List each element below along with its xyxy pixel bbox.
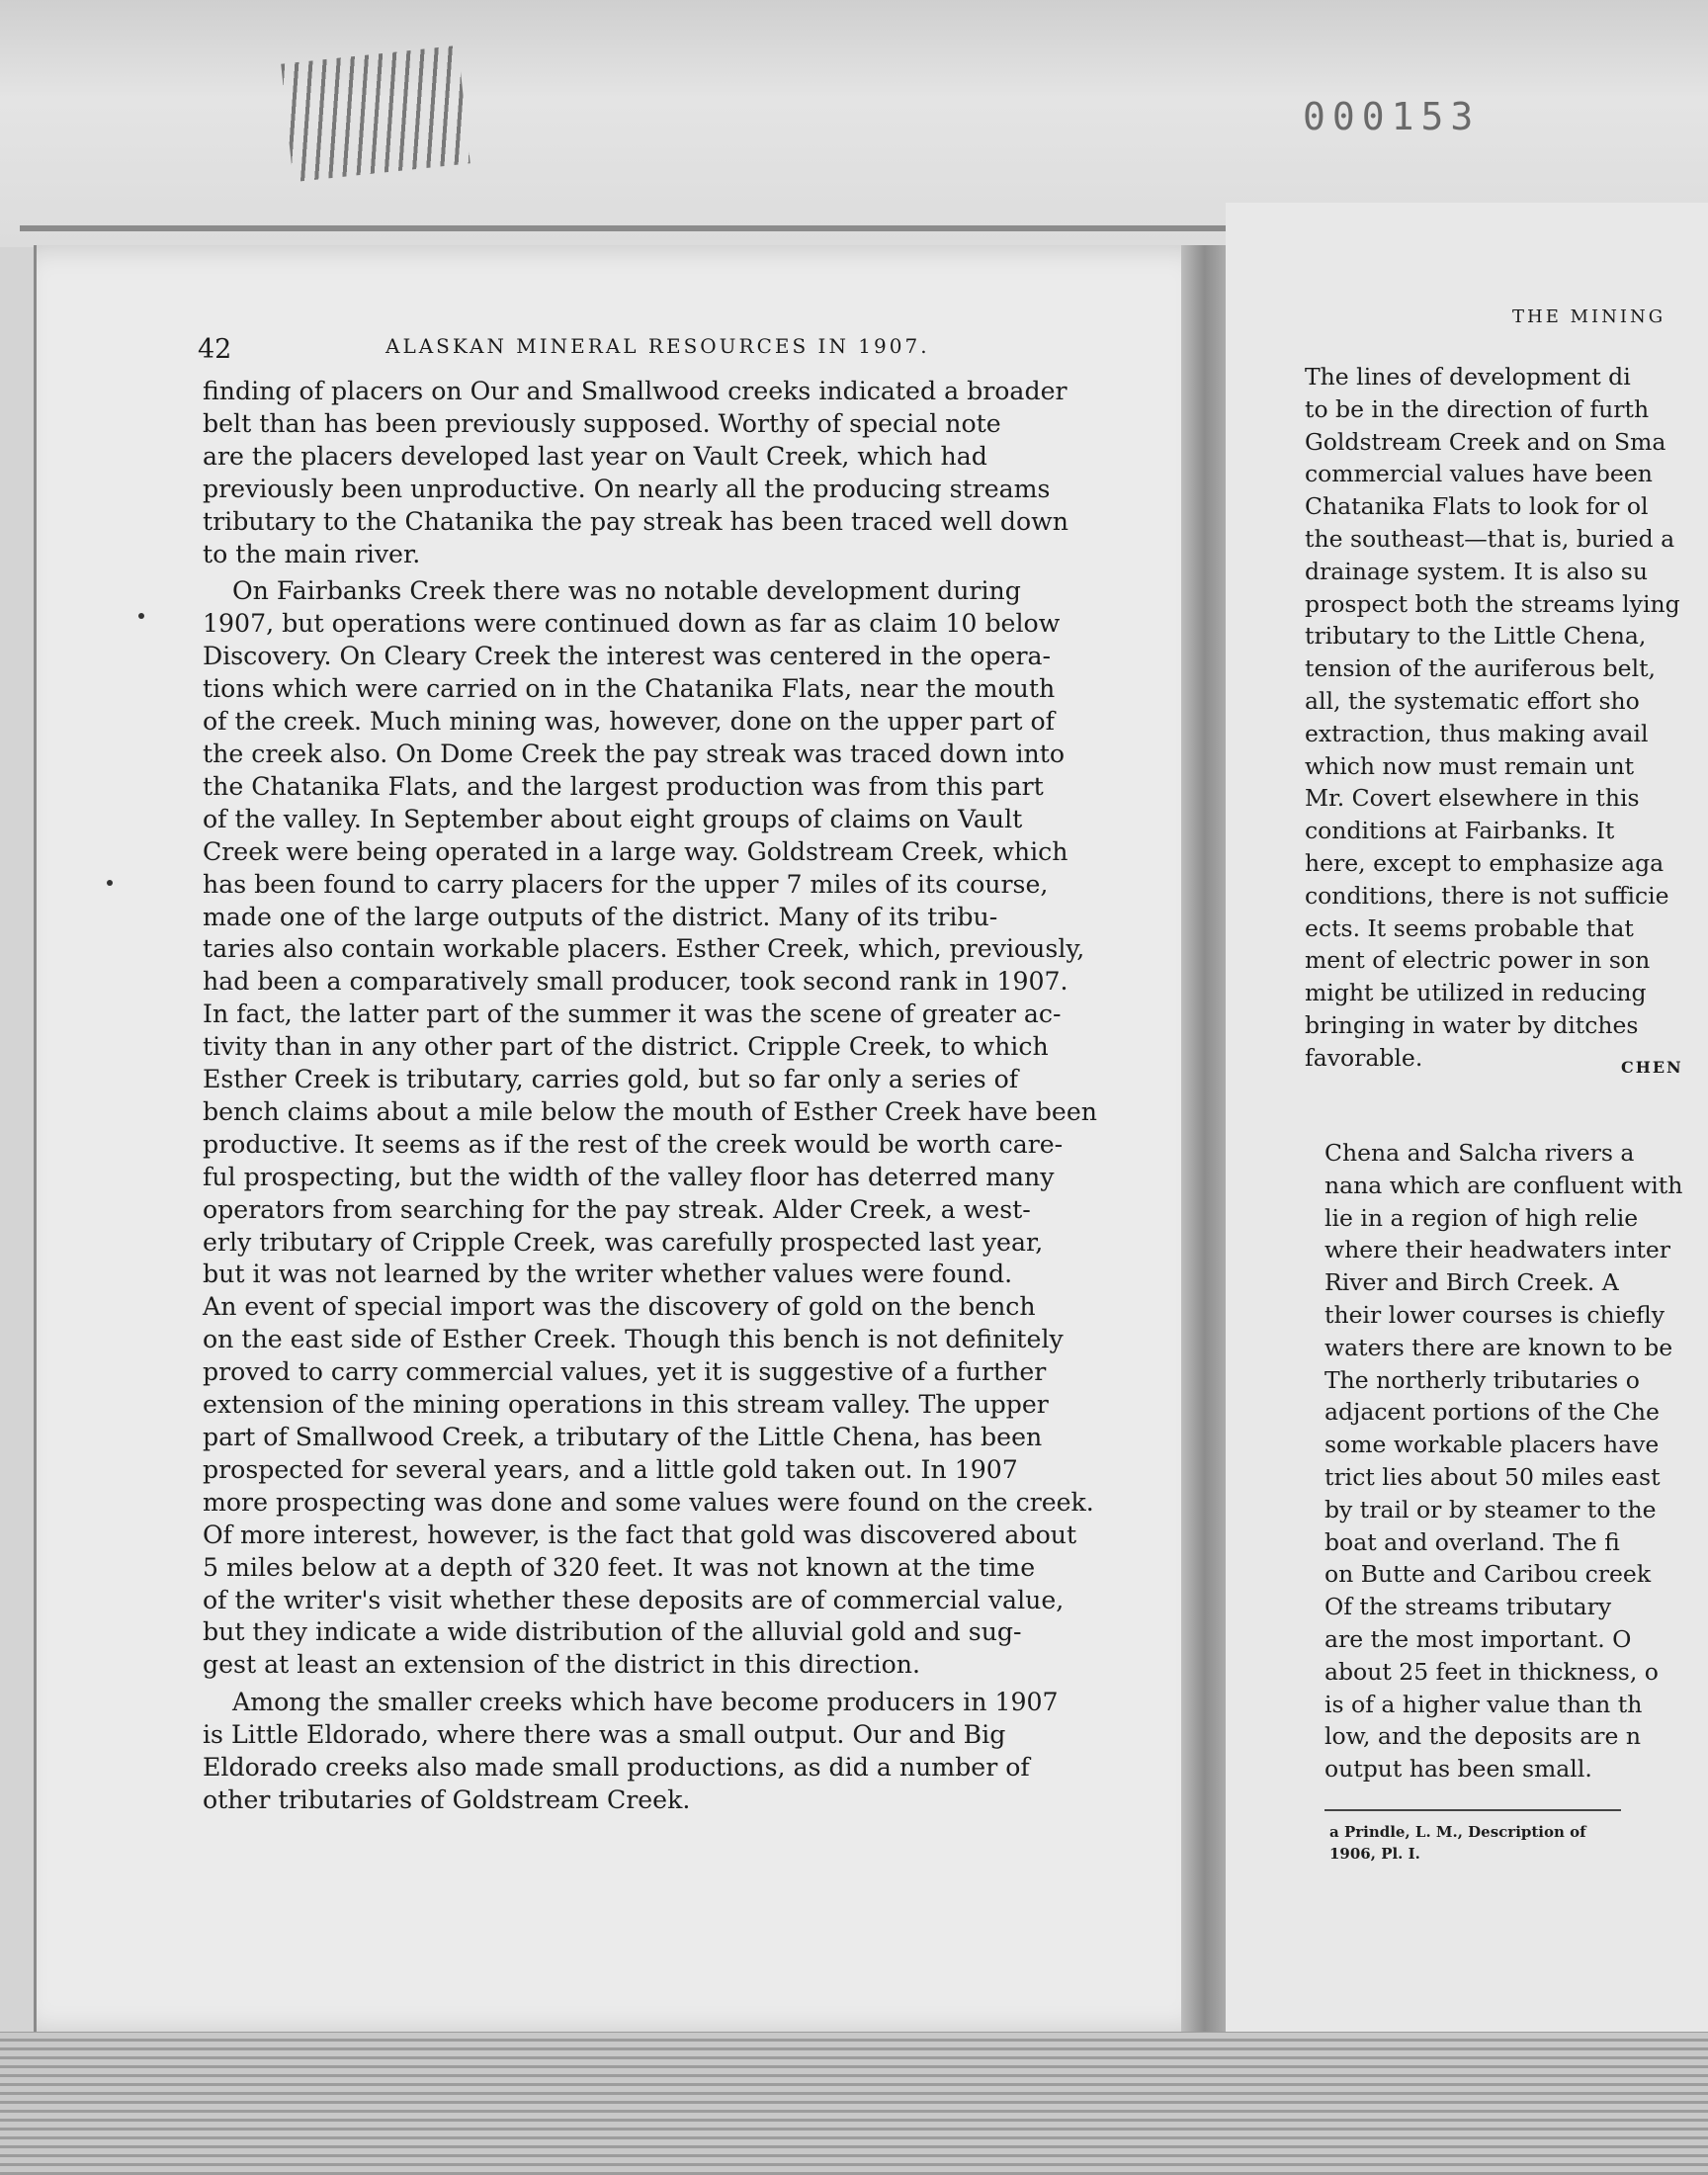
text-line: the creek also. On Dome Creek the pay streak was traced down into <box>203 739 1066 768</box>
text-line: more prospecting was done and some values were found on the creek. <box>203 1487 1094 1517</box>
text-line: by trail or by steamer to the <box>1324 1495 1657 1523</box>
text-line: conditions at Fairbanks. It <box>1305 817 1615 845</box>
text-line: but it was not learned by the writer whether values were found. <box>203 1260 1013 1289</box>
text-line: Of more interest, however, is the fact that gold was discovered about <box>203 1520 1077 1549</box>
text-line: but they indicate a wide distribution of the alluvial gold and sug- <box>203 1617 1022 1647</box>
text-line: extraction, thus making avail <box>1305 719 1649 747</box>
text-line: Chena and Salcha rivers a <box>1324 1139 1635 1167</box>
text-line: productive. It seems as if the rest of the creek would be worth care- <box>203 1129 1064 1159</box>
text-line: is of a higher value than th <box>1324 1690 1643 1718</box>
right-page-body-top <box>1305 361 1708 1075</box>
text-line: 5 miles below at a depth of 320 feet. It was not known at the time <box>203 1552 1036 1582</box>
text-line: conditions, there is not sufficie <box>1305 881 1669 910</box>
text-line: of the writer's visit whether these deposits are of commercial value, <box>203 1585 1065 1614</box>
text-line: boat and overland. The fi <box>1324 1527 1620 1556</box>
text-line: which now must remain unt <box>1305 751 1635 780</box>
text-line: of the valley. In September about eight groups of claims on Vault <box>203 804 1023 833</box>
library-stamp <box>281 45 470 182</box>
text-line: Discovery. On Cleary Creek the interest was centered in the opera- <box>203 642 1052 671</box>
text-line: bringing in water by ditches <box>1305 1010 1639 1039</box>
page-number: 42 <box>198 334 232 365</box>
text-line: River and Birch Creek. A <box>1324 1268 1619 1297</box>
text-line: part of Smallwood Creek, a tributary of the Little Chena, has been <box>203 1423 1043 1451</box>
text-line: Creek were being operated in a large way. Goldstream Creek, which <box>203 836 1068 866</box>
text-line: a Prindle, L. M., Description of <box>1329 1823 1586 1841</box>
text-line: In fact, the latter part of the summer it was the scene of greater ac- <box>203 1000 1062 1029</box>
text-line: are the most important. O <box>1324 1624 1632 1653</box>
right-running-head: THE MINING <box>1512 306 1666 327</box>
text-line: all, the systematic effort sho <box>1305 686 1640 715</box>
text-line: Goldstream Creek and on Sma <box>1305 427 1666 456</box>
text-line: An event of special import was the discovery of gold on the bench <box>203 1292 1036 1322</box>
text-line: The northerly tributaries o <box>1324 1365 1640 1394</box>
text-line: drainage system. It is also su <box>1305 557 1648 585</box>
scan-speck <box>138 613 144 619</box>
text-line: where their headwaters inter <box>1324 1236 1671 1264</box>
text-line: are the placers developed last year on Vault Creek, which had <box>203 441 987 471</box>
text-line: ful prospecting, but the width of the valley floor has deterred many <box>203 1162 1055 1191</box>
text-line: has been found to carry placers for the upper 7 miles of its course, <box>203 869 1049 899</box>
text-line: bench claims about a mile below the mouth of Esther Creek have been <box>203 1096 1097 1126</box>
text-line: Chatanika Flats to look for ol <box>1305 492 1649 521</box>
text-line: had been a comparatively small producer, took second rank in 1907. <box>203 967 1068 997</box>
text-line: on Butte and Caribou creek <box>1324 1560 1652 1589</box>
text-line: prospect both the streams lying <box>1305 589 1680 618</box>
text-line: here, except to emphasize aga <box>1305 848 1665 877</box>
text-line: Esther Creek is tributary, carries gold, but so far only a series of <box>203 1065 1019 1094</box>
text-line: 1907, but operations were continued down as far as claim 10 below <box>203 609 1061 639</box>
text-line: Among the smaller creeks which have become producers in 1907 <box>232 1688 1059 1717</box>
text-line: output has been small. <box>1324 1755 1592 1784</box>
text-line: operators from searching for the pay streak. Alder Creek, a west- <box>203 1194 1031 1224</box>
text-line: tributary to the Little Chena, <box>1305 622 1647 651</box>
text-line: taries also contain workable placers. Esther Creek, which, previously, <box>203 934 1085 964</box>
text-line: the southeast—that is, buried a <box>1305 524 1675 553</box>
footnote-rule <box>1324 1809 1621 1811</box>
text-line: other tributaries of Goldstream Creek. <box>203 1784 691 1814</box>
text-line: belt than has been previously supposed. Worthy of special note <box>203 408 1001 438</box>
text-line: tributary to the Chatanika the pay streak has been traced well down <box>203 506 1068 536</box>
footnote <box>1329 1821 1586 1865</box>
scan-speck <box>107 880 113 886</box>
text-line: commercial values have been <box>1305 460 1653 488</box>
running-head: ALASKAN MINERAL RESOURCES IN 1907. <box>385 334 930 358</box>
text-line: to be in the direction of furth <box>1305 394 1650 423</box>
text-line: to the main river. <box>203 539 421 568</box>
text-line: previously been unproductive. On nearly all the producing streams <box>203 474 1051 503</box>
text-line: ment of electric power in son <box>1305 946 1651 975</box>
text-line: low, and the deposits are n <box>1324 1722 1641 1751</box>
text-line: ects. It seems probable that <box>1305 914 1634 942</box>
text-line: their lower courses is chiefly <box>1324 1300 1665 1329</box>
text-line: tivity than in any other part of the district. Cripple Creek, to which <box>203 1032 1049 1062</box>
text-line: tension of the auriferous belt, <box>1305 654 1657 683</box>
text-line: extension of the mining operations in this stream valley. The upper <box>203 1390 1049 1420</box>
right-page-body-bottom <box>1324 1137 1708 1785</box>
text-line: some workable placers have <box>1324 1431 1660 1459</box>
text-line: Of the streams tributary <box>1324 1593 1612 1621</box>
document-number: 000153 <box>1303 95 1481 138</box>
text-line: tions which were carried on in the Chatanika Flats, near the mouth <box>203 674 1056 704</box>
text-line: finding of placers on Our and Smallwood creeks indicated a broader <box>203 377 1068 405</box>
text-line: made one of the large outputs of the district. Many of its tribu- <box>203 902 998 931</box>
text-line: Eldorado creeks also made small productions, as did a number of <box>203 1753 1030 1783</box>
text-line: of the creek. Much mining was, however, done on the upper part of <box>203 707 1055 737</box>
text-line: proved to carry commercial values, yet it is suggestive of a further <box>203 1357 1047 1387</box>
text-line: trict lies about 50 miles east <box>1324 1462 1661 1491</box>
text-line: On Fairbanks Creek there was no notable development during <box>232 576 1021 606</box>
text-line: gest at least an extension of the district in this direction. <box>203 1650 920 1680</box>
text-line: adjacent portions of the Che <box>1324 1398 1660 1427</box>
text-line: prospected for several years, and a little gold taken out. In 1907 <box>203 1454 1018 1484</box>
text-line: waters there are known to be <box>1324 1333 1673 1361</box>
text-line: 1906, Pl. I. <box>1329 1845 1420 1863</box>
text-line: The lines of development di <box>1305 363 1631 391</box>
text-line: about 25 feet in thickness, o <box>1324 1657 1659 1686</box>
text-line: on the east side of Esther Creek. Though this bench is not definitely <box>203 1325 1064 1354</box>
text-line: favorable. <box>1305 1043 1423 1072</box>
text-line: erly tributary of Cripple Creek, was carefully prospected last year, <box>203 1227 1044 1257</box>
scan-bottom-margin <box>0 2032 1708 2175</box>
text-line: nana which are confluent with <box>1324 1171 1683 1199</box>
right-section-heading: CHEN <box>1621 1058 1683 1077</box>
left-page-body <box>203 376 1097 1817</box>
text-line: the Chatanika Flats, and the largest production was from this part <box>203 771 1044 801</box>
text-line: might be utilized in reducing <box>1305 979 1647 1007</box>
text-line: lie in a region of high relie <box>1324 1203 1639 1232</box>
text-line: Mr. Covert elsewhere in this <box>1305 784 1640 813</box>
text-line: is Little Eldorado, where there was a small output. Our and Big <box>203 1720 1006 1750</box>
